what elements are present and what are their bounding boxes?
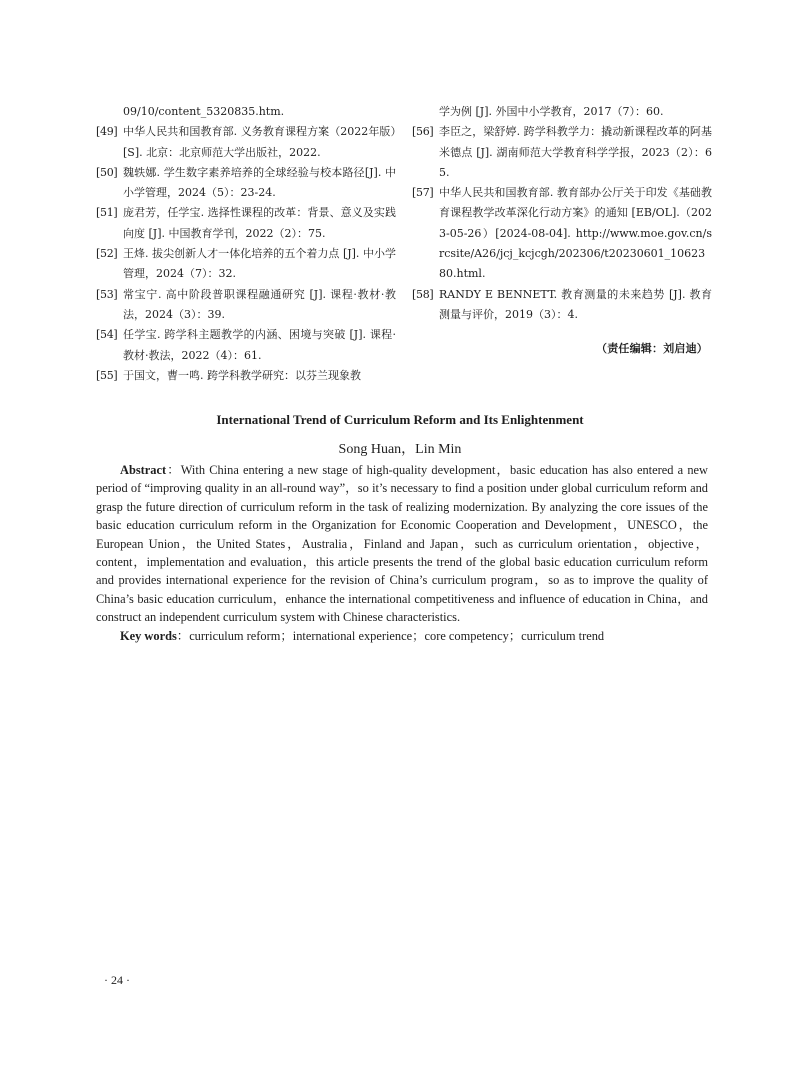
reference-item	[412, 183, 712, 284]
reference-text: 于国文，曹一鸣. 跨学科教学研究：以芬兰现象教	[123, 368, 361, 382]
reference-number: [53]	[96, 287, 118, 301]
english-authors: Song Huan，Lin Min	[338, 442, 462, 457]
reference-continuation: 09/10/content_5320835.htm.	[123, 105, 285, 118]
keywords-label: Key words	[120, 628, 177, 643]
abstract-label: Abstract	[120, 463, 167, 477]
reference-text: 中华人民共和国教育部. 教育部办公厅关于印发《基础教育课程教学改革深化行动方案》的通知 [EB/OL].（2023-05-26）[2024-08-04]. http://www.moe.gov.cn/srcsite/A26/jcj_kcjcgh/202306/t20230601_1062380.html.	[439, 186, 712, 281]
abstract-paragraph	[96, 461, 708, 627]
reference-item	[96, 122, 396, 163]
reference-item	[96, 285, 396, 326]
reference-text: 魏轶娜. 学生数字素养培养的全球经验与校本路径[J]. 中小学管理，2024（5）：23-24.	[123, 165, 396, 200]
reference-number: [52]	[96, 247, 118, 261]
reference-number: [58]	[412, 287, 434, 301]
reference-item	[96, 325, 396, 366]
reference-item	[96, 203, 396, 244]
reference-number: [55]	[96, 368, 118, 382]
references-left-column	[96, 102, 396, 386]
reference-item	[96, 366, 396, 386]
reference-text: RANDY E BENNETT. 教育测量的未来趋势 [J]. 教育测量与评价，2019（3）：4.	[439, 287, 712, 321]
reference-text: 庞君芳，任学宝. 选择性课程的改革：背景、意义及实践向度 [J]. 中国教育学刊，2022（2）：75.	[123, 206, 396, 240]
reference-text: 常宝宁. 高中阶段普职课程融通研究 [J]. 课程·教材·教法，2024（3）：39.	[123, 287, 396, 321]
reference-continuation: 学为例 [J]. 外国中小学教育，2017（7）：60.	[439, 105, 664, 118]
keywords-paragraph	[96, 627, 708, 645]
reference-text: 李臣之，梁舒婷. 跨学科教学力：撬动新课程改革的阿基米德点 [J]. 湖南师范大学教育科学学报，2023（2）：65.	[439, 125, 712, 179]
reference-number: [54]	[96, 328, 118, 342]
keywords-text: curriculum reform；international experience；core competency；curriculum trend	[189, 628, 605, 643]
reference-number: [57]	[412, 186, 434, 200]
reference-text: 任学宝. 跨学科主题教学的内涵、困境与突破 [J]. 课程·教材·教法，2022（4）：61.	[123, 328, 396, 362]
reference-item	[96, 244, 396, 285]
abstract-text: With China entering a new stage of high-quality development，basic education has also entered a new period of “improving quality in an all-round way”，so it’s necessary to find a position under global curriculum reform and grasp the future direction of curriculum reform in the task of realizing modernization. By analyzing the core issues of the basic education curriculum reform in the Organization for Economic Cooperation and Development，UNESCO，the European Union，the United States，Australia，Finland and Japan，such as curriculum orientation，objective，content，implementation and evaluation，this article presents the trend of the global basic education curriculum reform and provides international experience for the revision of China’s curriculum program，so as to improve the quality of China’s basic education curriculum，enhance the international competitiveness and influence of education in China，and construct an independent curriculum system with Chinese characteristics.	[96, 463, 709, 625]
editor-note: （责任编辑：刘启迪）	[596, 342, 708, 356]
reference-item	[96, 163, 396, 204]
reference-text: 中华人民共和国教育部. 义务教育课程方案（2022年版）[S]. 北京：北京师范大学出版社，2022.	[123, 125, 396, 159]
keywords-separator: ：	[176, 628, 190, 643]
reference-item	[412, 285, 712, 326]
references-right-column	[412, 102, 712, 360]
reference-number: [50]	[96, 165, 118, 179]
abstract-separator: ：	[166, 463, 181, 477]
english-title: International Trend of Curriculum Reform and Its Enlightenment	[216, 412, 584, 427]
reference-item	[412, 122, 712, 183]
reference-number: [49]	[96, 125, 118, 139]
page-number: · 24 ·	[104, 973, 130, 987]
reference-text: 王烽. 拔尖创新人才一体化培养的五个着力点 [J]. 中小学管理，2024（7）：32.	[123, 247, 396, 281]
reference-number: [56]	[412, 125, 434, 139]
reference-number: [51]	[96, 206, 118, 220]
english-abstract	[96, 461, 708, 645]
